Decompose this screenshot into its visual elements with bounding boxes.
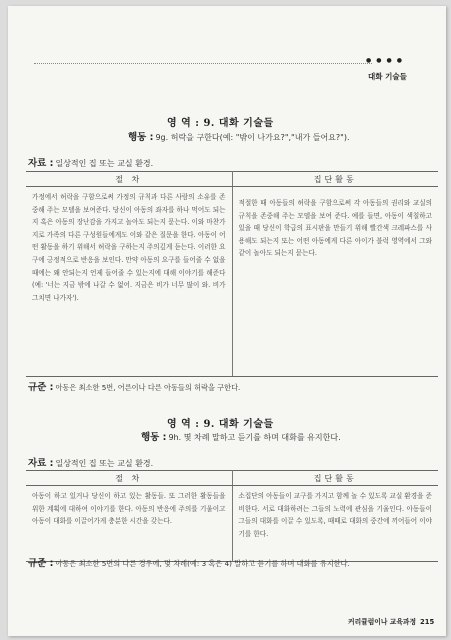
procedure-text: 가정에서 허락을 구함으로써 가정의 규칙과 다른 사람의 소유를 존중해 주는 모델을 보여준다. 당신이 아동의 좌자를 하나 먹어도 되는지 혹은 아동의 장난감을 가지고 놀아도 되는지 묻는다. 이와 마찬가지로 가족의 다른 구성원들에게도 이와 같은 질문을 한다. 아동이 어떤 활동을 하기 위해서 허락을 구하는지 주의깊게 듣는다. 이러한 요구에 긍정적으로 반응을 보인다. 만약 아동의 요구를 들어줄 수 없을 때에는 왜 안되는지 언제 들어줄 수 있는지에 대해 이야기를 해준다(예: '너는 지금 밖에 나갈 수 없어. 지금은 비가 너무 많이 와. 비가 그치면 나가자'). [26, 187, 232, 377]
section-1-table [26, 171, 438, 377]
section-2-material [28, 455, 153, 469]
material-text: 일상적인 집 또는 교실 환경. [55, 159, 154, 168]
procedure-header: 절 차 [26, 172, 232, 187]
group-activity-text: 적절한 때 아동들의 허락을 구함으로써 각 아동들의 권리와 교실의 규칙을 존중해 주는 모델을 보여 준다. 예를 들면, 아동이 색칠하고 있을 때 당신이 학급의 표시판을 만들기 위해 빨간색 크레파스를 사용해도 되는지 또는 어떤 아동에게 다른 아이가 블럭 영역에서 그와 같이 놀아도 되는지 묻는다. [232, 187, 438, 377]
material-label: 자료 : [28, 158, 54, 169]
section-1-title: 영 역 : 9. 대화 기술들 [167, 118, 274, 129]
criteria-text: 아동은 최소한 5번의 다른 경우에, 몇 차례(예: 3 혹은 4) 말하고 듣기를 하며 대화를 유지한다. [55, 559, 350, 568]
section-1-behavior [128, 129, 350, 143]
behavior-text: 9h. 몇 차례 말하고 듣기를 하며 대화를 유지한다. [168, 433, 341, 442]
section-1-criteria [28, 379, 240, 393]
criteria-label: 규준 : [28, 558, 54, 569]
procedure-header: 절 차 [26, 471, 232, 486]
chapter-label: 대화 기술들 [368, 72, 407, 81]
header-dots: ●●●● [366, 57, 407, 64]
material-text: 일상적인 집 또는 교실 환경. [55, 459, 154, 468]
section-2-criteria [28, 555, 350, 569]
section-2-behavior [141, 429, 341, 443]
procedure-text: 아동이 하고 있거나 당신이 하고 있는 활동들. 또 그러한 활동들을 위한 계획에 대하여 이야기를 한다. 아동의 반응에 주의를 기울이고 아동이 대화를 이끌어가게 충분한 시간을 갖는다. [26, 486, 232, 562]
footer-text: 커리큘럼이나 교육과정 [348, 618, 417, 626]
section-2-table [26, 470, 438, 562]
page-number: 215 [420, 618, 435, 626]
material-label: 자료 : [28, 458, 54, 469]
criteria-label: 규준 : [28, 382, 54, 393]
header-divider [34, 63, 372, 64]
page-footer [348, 616, 434, 626]
section-1-material [28, 155, 153, 169]
group-activity-header: 집단활동 [232, 471, 438, 486]
group-activity-header: 집단활동 [232, 172, 438, 187]
group-activity-text: 소집단의 아동들이 교구를 가지고 함께 놀 수 있도록 교실 환경을 준비한다. 서로 대화하려는 그들의 노력에 관심을 기울인다. 아동들이 그들의 대화를 이끌 수 있도록, 때때로 대화의 중간에 끼어들어 이야기를 한다. [232, 486, 438, 562]
behavior-label: 행동 : [128, 132, 154, 143]
section-2-title: 영 역 : 9. 대화 기술들 [167, 419, 274, 430]
behavior-label: 행동 : [141, 432, 167, 443]
behavior-text: 9g. 허락을 구한다(예: "밖이 나가요?","내가 들어요?"). [155, 133, 350, 142]
document-page [8, 6, 446, 636]
criteria-text: 아동은 최소한 5번, 어른이나 다른 아동들의 허락을 구한다. [55, 383, 241, 392]
